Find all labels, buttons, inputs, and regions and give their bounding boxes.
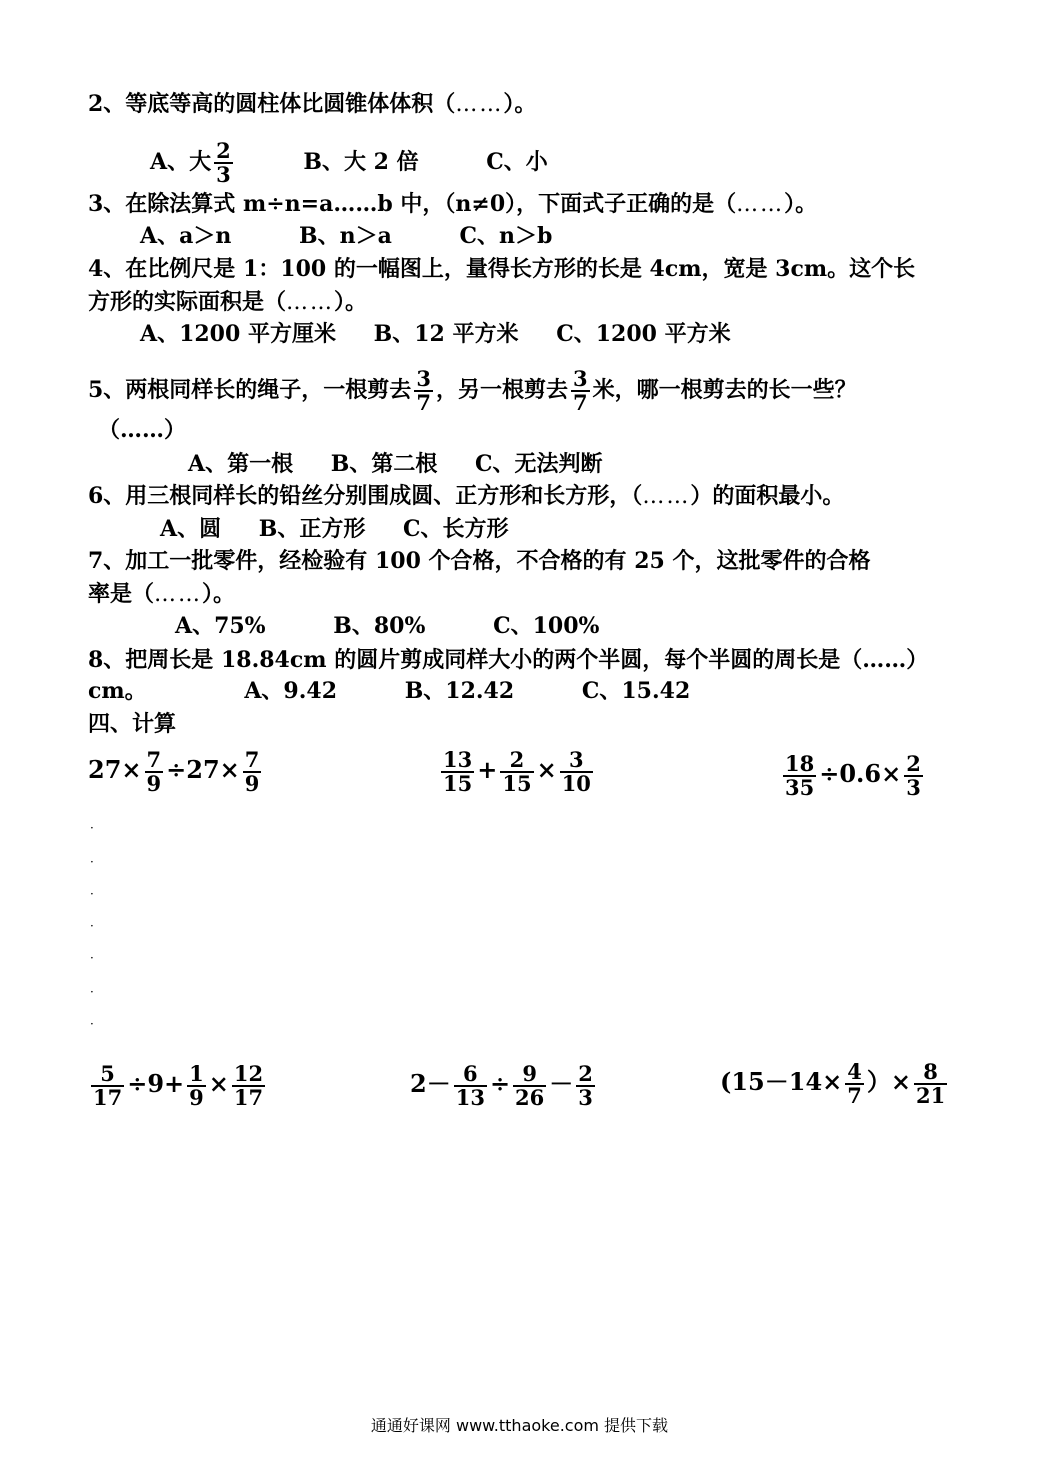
q8-option-a: A、9.42 xyxy=(244,678,338,704)
expr-fraction xyxy=(576,1060,595,1110)
q4-option-a: A、1200 平方厘米 xyxy=(140,321,336,347)
q5-option-c: C、无法判断 xyxy=(475,451,603,477)
fraction-denominator: 3 xyxy=(578,1084,593,1110)
q5-stem-2: ，另一根剪去 xyxy=(435,377,568,403)
q6-options xyxy=(160,515,509,543)
fraction-denominator: 3 xyxy=(216,162,231,187)
question-8-line-1: 8、把周长是 18.84cm 的圆片剪成同样大小的两个半圆，每个半圆的周长是（……） xyxy=(88,647,929,673)
question-5 xyxy=(88,368,857,414)
calc-expression-2 xyxy=(438,740,596,800)
expr-operator: － xyxy=(549,1069,574,1098)
blank-dot: · xyxy=(90,951,94,965)
q5-answer-blank: （……） xyxy=(98,417,187,443)
expr-operator: ÷9+ xyxy=(127,1069,185,1098)
q6-option-a: A、圆 xyxy=(160,516,222,542)
fraction-denominator: 10 xyxy=(561,770,591,796)
q6-option-b: B、正方形 xyxy=(258,516,366,542)
question-4-line-1: 4、在比例尺是 1：100 的一幅图上，量得长方形的长是 4cm，宽是 3cm。这个长 xyxy=(88,256,916,282)
fraction-numerator: 2 xyxy=(578,1060,593,1086)
q5-options xyxy=(188,450,603,478)
expr-text: 27× xyxy=(88,755,142,784)
fraction-numerator: 2 xyxy=(906,750,921,776)
fraction-numerator: 2 xyxy=(509,746,525,772)
q7-end: ）。 xyxy=(202,581,236,607)
question-7-line-1: 7、加工一批零件，经检验有 100 个合格，不合格的有 25 个，这批零件的合格 xyxy=(88,548,871,574)
fraction-denominator: 7 xyxy=(847,1082,862,1108)
fraction-numerator: 7 xyxy=(244,746,260,772)
q2-blank: …… xyxy=(455,92,504,117)
q4-stem: 方形的实际面积是（ xyxy=(88,289,287,315)
expr-fraction xyxy=(513,1060,546,1110)
fraction-numerator: 13 xyxy=(443,746,473,772)
question-6 xyxy=(88,482,844,511)
q3-end: ）。 xyxy=(784,191,818,217)
q5-option-a: A、第一根 xyxy=(188,451,294,477)
expr-fraction xyxy=(914,1058,947,1108)
expr-fraction xyxy=(232,1060,265,1110)
expr-operator: × xyxy=(208,1069,229,1098)
calc-expression-1 xyxy=(88,740,264,800)
expr-text: ÷27× xyxy=(166,755,240,784)
fraction-denominator: 15 xyxy=(443,770,473,796)
q5-stem-3: 米，哪一根剪去的长一些？ xyxy=(592,377,857,403)
question-7-line-2 xyxy=(88,580,235,609)
fraction-denominator: 17 xyxy=(93,1084,123,1110)
q3-stem: 3、在除法算式 m÷n=a……b 中，（n≠0），下面式子正确的是（ xyxy=(88,191,737,217)
q6-blank: …… xyxy=(642,484,691,509)
q4-options xyxy=(140,320,731,348)
fraction-denominator: 13 xyxy=(455,1084,485,1110)
fraction-denominator: 7 xyxy=(572,390,588,415)
q8-option-c: C、15.42 xyxy=(581,678,691,704)
q6-end: ）的面积最小。 xyxy=(690,483,845,509)
q5-fraction-1 xyxy=(414,368,433,414)
q2-end: ）。 xyxy=(503,91,537,117)
expr-fraction xyxy=(845,1058,864,1108)
fraction-numerator: 3 xyxy=(568,746,584,772)
expr-operator: + xyxy=(477,755,498,784)
expr-fraction xyxy=(560,746,593,796)
q4-blank: …… xyxy=(286,290,335,315)
expr-operator: ÷ xyxy=(489,1069,511,1098)
q4-option-b: B、12 平方米 xyxy=(373,321,519,347)
fraction-numerator: 12 xyxy=(233,1060,264,1086)
expr-operator: ）× xyxy=(866,1067,911,1096)
fraction-numerator: 2 xyxy=(216,138,231,163)
section-4-title: 四、计算 xyxy=(88,711,177,737)
fraction-numerator: 1 xyxy=(189,1060,204,1086)
fraction-numerator: 4 xyxy=(847,1058,862,1084)
expr-text: 2－ xyxy=(410,1069,451,1098)
q3-option-b: B、n＞a xyxy=(299,223,392,249)
footer-source: 通通好课网 www.tthaoke.com 提供下载 xyxy=(370,1416,669,1435)
q7-options xyxy=(175,612,599,640)
blank-dot: · xyxy=(90,1017,94,1031)
fraction-denominator: 9 xyxy=(189,1084,204,1110)
expr-operator: × xyxy=(536,755,557,784)
fraction-denominator: 15 xyxy=(502,770,532,796)
blank-dot: · xyxy=(90,887,94,901)
calc-expression-4 xyxy=(88,1054,268,1114)
q2-option-a: A、大 xyxy=(150,149,212,175)
expr-fraction xyxy=(243,746,262,796)
fraction-numerator: 3 xyxy=(416,366,431,391)
q8-unit: cm。 xyxy=(88,678,147,704)
q2-options xyxy=(150,140,548,186)
q7-blank: …… xyxy=(154,582,203,607)
question-4-line-2 xyxy=(88,288,367,317)
fraction-denominator: 17 xyxy=(233,1084,264,1110)
fraction-denominator: 9 xyxy=(244,770,260,796)
fraction-numerator: 6 xyxy=(463,1060,478,1086)
question-3 xyxy=(88,190,817,219)
blank-dot: · xyxy=(90,919,94,933)
fraction-numerator: 5 xyxy=(100,1060,115,1086)
q3-blank: …… xyxy=(736,192,785,217)
expr-fraction xyxy=(91,1060,124,1110)
fraction-numerator: 18 xyxy=(785,750,815,776)
expr-fraction xyxy=(441,746,474,796)
q2-option-c: C、小 xyxy=(486,149,548,175)
q2-stem: 2、等底等高的圆柱体比圆锥体体积（ xyxy=(88,91,456,117)
q7-option-c: C、100% xyxy=(493,613,600,639)
blank-dot: · xyxy=(90,985,94,999)
expr-fraction xyxy=(187,1060,206,1110)
fraction-numerator: 8 xyxy=(923,1058,938,1084)
q5-option-b: B、第二根 xyxy=(330,451,438,477)
q7-stem: 率是（ xyxy=(88,581,155,607)
calc-expression-5 xyxy=(410,1054,598,1114)
q6-stem: 6、用三根同样长的铅丝分别围成圆、正方形和长方形，（ xyxy=(88,483,643,509)
blank-dot: · xyxy=(90,855,94,869)
calc-expression-3 xyxy=(780,744,926,804)
fraction-numerator: 7 xyxy=(146,746,162,772)
expr-fraction xyxy=(783,750,816,800)
fraction-denominator: 9 xyxy=(146,770,162,796)
blank-dot: · xyxy=(90,821,94,835)
fraction-denominator: 26 xyxy=(515,1084,545,1110)
q3-options xyxy=(140,222,552,250)
q6-option-c: C、长方形 xyxy=(403,516,509,542)
q5-fraction-2 xyxy=(571,368,590,414)
fraction-numerator: 3 xyxy=(572,366,588,391)
expr-operator: ÷0.6× xyxy=(819,759,902,788)
q7-option-b: B、80% xyxy=(333,613,426,639)
q4-option-c: C、1200 平方米 xyxy=(556,321,731,347)
q3-option-a: A、a＞n xyxy=(140,223,232,249)
fraction-denominator: 3 xyxy=(906,774,921,800)
question-2 xyxy=(88,90,536,119)
q4-end: ）。 xyxy=(334,289,368,315)
fraction-numerator: 9 xyxy=(522,1060,537,1086)
expr-fraction xyxy=(145,746,164,796)
expr-text: (15－14× xyxy=(720,1067,843,1096)
fraction-denominator: 7 xyxy=(416,390,431,415)
calc-expression-6 xyxy=(720,1052,950,1112)
fraction-denominator: 21 xyxy=(916,1082,946,1108)
q5-stem-1: 5、两根同样长的绳子，一根剪去 xyxy=(88,377,412,403)
q7-option-a: A、75% xyxy=(175,613,266,639)
expr-fraction xyxy=(500,746,533,796)
q3-option-c: C、n＞b xyxy=(459,223,553,249)
fraction-denominator: 35 xyxy=(785,774,815,800)
q2-option-b: B、大 2 倍 xyxy=(303,149,419,175)
q8-option-b: B、12.42 xyxy=(404,678,515,704)
expr-fraction xyxy=(904,750,923,800)
expr-fraction xyxy=(454,1060,487,1110)
q2-option-a-fraction xyxy=(214,140,233,186)
question-8-line-2 xyxy=(88,677,690,705)
